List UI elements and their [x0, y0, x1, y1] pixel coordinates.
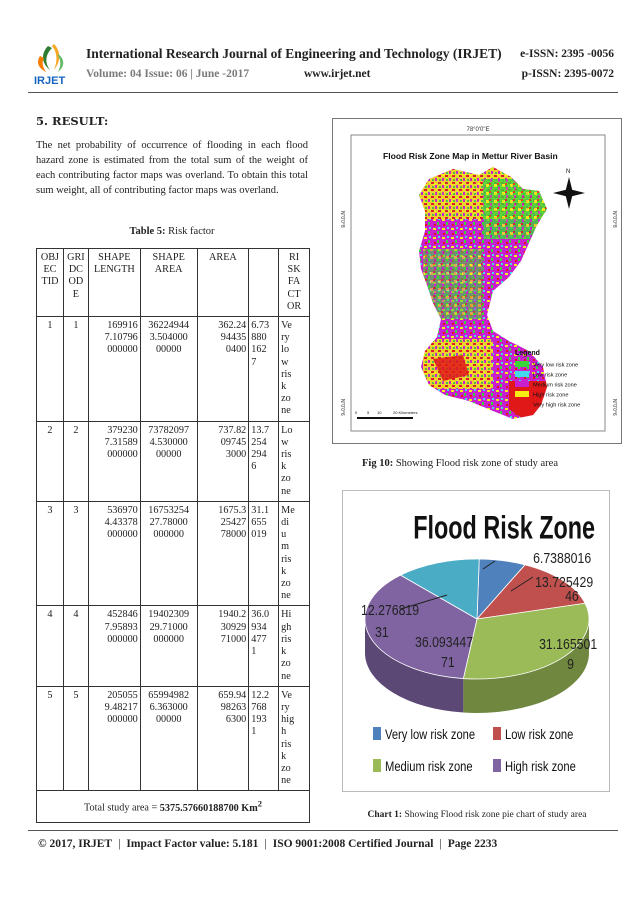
table-cell: 31.1 655 019	[249, 501, 279, 606]
table-cell: 3	[37, 501, 64, 606]
table-cell: Ve ry lo w ris k zo ne	[279, 317, 310, 422]
table-cell: 19402309 29.71000 000000	[140, 606, 197, 686]
journal-title: International Research Journal of Engineering and Technology (IRJET)	[86, 46, 502, 61]
pie-legend-swatch	[373, 759, 381, 772]
svg-text:5: 5	[367, 410, 370, 415]
pie-data-label: 9	[567, 655, 574, 673]
table-cell: 1940.2 30929 71000	[197, 606, 249, 686]
table-header-cell: SHAPE LENGTH	[88, 249, 140, 317]
page-header	[28, 42, 618, 90]
risk-factor-table	[36, 248, 310, 823]
pissn: p-ISSN: 2395-0072	[521, 68, 614, 80]
map-scale-bar	[355, 410, 417, 419]
pie-data-label: 31.165501	[539, 635, 598, 653]
footer-copyright: © 2017, IRJET	[38, 838, 113, 850]
map-left-bottom-coord: N"0'0°6	[339, 399, 345, 416]
map-legend-title: Legend	[515, 350, 540, 357]
map-legend-swatch	[515, 371, 529, 377]
table-cell: 1	[37, 317, 64, 422]
table-cell: 5	[37, 686, 64, 791]
map-right-bottom-coord: N"0'0°6	[611, 399, 617, 416]
table-cell: 36.0 934 477 1	[249, 606, 279, 686]
table-cell: 737.82 09745 3000	[197, 421, 249, 501]
table-cell: 1	[63, 317, 88, 422]
map-legend-swatch	[515, 391, 529, 397]
eissn: e-ISSN: 2395 -0056	[520, 48, 614, 60]
north-arrow-icon	[553, 169, 585, 209]
pie-legend-label: Low risk zone	[505, 726, 574, 743]
table-cell: 379230 7.31589 000000	[88, 421, 140, 501]
pie-legend-label: Medium risk zone	[385, 758, 473, 775]
volume-issue: Volume: 04 Issue: 06 | June -2017	[86, 68, 250, 80]
table-cell: Lo w ris k zo ne	[279, 421, 310, 501]
map-legend-label: Very low risk zone	[533, 362, 579, 369]
table-cell: 4	[63, 606, 88, 686]
table-caption	[36, 226, 308, 237]
table-cell: 452846 7.95893 000000	[88, 606, 140, 686]
section-title: 5. RESULT:	[36, 114, 109, 128]
chart-caption	[332, 810, 622, 820]
total-area-value: 5375.57660188700 Km$^2$	[159, 798, 262, 814]
table-cell: 362.24 94435 0400	[197, 317, 249, 422]
pie-data-label: 31	[375, 623, 389, 641]
total-prefix: Total study area =	[84, 802, 160, 814]
result-paragraph: The net probability of occurrence of flooding in each flood hazard zone is estimated from the total sum of the weight of each contributing factor maps was overland. To obtain this total sum weight, all of contributing factor maps was overland.	[36, 140, 308, 196]
table-caption-text: Risk factor	[165, 226, 215, 237]
table-row	[37, 501, 310, 606]
map-legend-label: Medium risk zone	[533, 382, 577, 389]
map-legend-label: Low risk zone	[533, 372, 568, 379]
map-legend-swatch	[515, 361, 529, 367]
pie-data-label: 13.725429	[535, 573, 594, 591]
footer-page: Page 2233	[447, 838, 498, 850]
irjet-logo	[28, 42, 78, 86]
pie-data-label: 36.093447	[415, 633, 474, 651]
table-cell: 73782097 4.530000 00000	[140, 421, 197, 501]
website: www.irjet.net	[304, 68, 371, 80]
table-cell: 1675.3 25427 78000	[197, 501, 249, 606]
north-label: N	[566, 169, 571, 175]
chart-caption-label: Chart 1:	[367, 810, 403, 820]
table-cell: 13.7 254 294 6	[249, 421, 279, 501]
svg-text:0: 0	[355, 410, 358, 415]
table-cell: 205055 9.48217 000000	[88, 686, 140, 791]
pie-legend-label: High risk zone	[505, 758, 576, 775]
svg-text:IRJET: IRJET	[34, 75, 66, 86]
table-cell: 16753254 27.78000 000000	[140, 501, 197, 606]
table-cell: 536970 4.43378 000000	[88, 501, 140, 606]
map-caption-text: Showing Flood risk zone of study area	[393, 458, 558, 469]
footer-impact: Impact Factor value: 5.181	[126, 838, 259, 850]
table-caption-label: Table 5:	[129, 226, 166, 237]
flood-risk-map	[332, 118, 622, 444]
table-cell: 2	[37, 421, 64, 501]
table-row	[37, 421, 310, 501]
pie-data-label: 6.7388016	[533, 549, 592, 567]
table-cell: 5	[63, 686, 88, 791]
table-header-row	[37, 249, 310, 317]
header-rule	[28, 92, 618, 93]
pie-legend-swatch	[493, 727, 501, 740]
map-legend-label: Very high risk zone	[533, 402, 581, 409]
footer-iso: ISO 9001:2008 Certified Journal	[272, 838, 434, 850]
river-basin-shape	[413, 159, 563, 429]
map-top-coord: 78°0'0"E	[466, 127, 490, 133]
pie-legend-label: Very low risk zone	[385, 726, 476, 743]
table-cell: 65994982 6.363000 00000	[140, 686, 197, 791]
pie-data-label: 46	[565, 587, 579, 605]
map-caption	[362, 458, 558, 469]
map-legend-swatch	[515, 381, 529, 387]
svg-text:10: 10	[377, 410, 382, 415]
table-header-cell	[249, 249, 279, 317]
table-cell: 4	[37, 606, 64, 686]
table-cell: Ve ry hig h ris k zo ne	[279, 686, 310, 791]
svg-text:20 Kilometers: 20 Kilometers	[393, 410, 418, 415]
map-legend-swatch	[515, 401, 529, 407]
table-cell: 12.2 768 193 1	[249, 686, 279, 791]
table-header-cell: OBJ EC TID	[37, 249, 64, 317]
table-cell: Hi gh ris k zo ne	[279, 606, 310, 686]
table-header-cell: SHAPE AREA	[140, 249, 197, 317]
map-right-top-coord: N"0'0°8	[611, 211, 617, 228]
chart-title: Flood Risk Zone	[413, 508, 596, 546]
table-row	[37, 317, 310, 422]
table-row	[37, 686, 310, 791]
table-header-cell: AREA	[197, 249, 249, 317]
pie-legend-swatch	[373, 727, 381, 740]
map-left-top-coord: N"0'0°8	[339, 211, 345, 228]
table-cell: 3	[63, 501, 88, 606]
table-header-cell: GRI DC OD E	[63, 249, 88, 317]
map-legend-label: High risk zone	[533, 392, 569, 399]
pie-chart	[342, 490, 610, 792]
map-title: Flood Risk Zone Map in Mettur River Basin	[383, 151, 558, 161]
table-cell: 169916 7.10796 000000	[88, 317, 140, 422]
table-total-row	[37, 791, 310, 823]
pie-legend-swatch	[493, 759, 501, 772]
table-cell: 2	[63, 421, 88, 501]
pie-data-label: 12.276819	[361, 601, 420, 619]
pie-data-label: 71	[441, 653, 455, 671]
table-header-cell: RI SK FA CT OR	[279, 249, 310, 317]
footer-rule	[28, 830, 618, 831]
table-row	[37, 606, 310, 686]
table-cell: 659.94 98263 6300	[197, 686, 249, 791]
table-cell: Me di u m ris k zo ne	[279, 501, 310, 606]
page-footer: © 2017, IRJET | Impact Factor value: 5.181 | ISO 9001:2008 Certified Journal | Page 2233	[38, 838, 498, 850]
map-caption-label: Fig 10:	[362, 458, 394, 469]
table-cell: 6.73 880 162 7	[249, 317, 279, 422]
table-cell: 36224944 3.504000 00000	[140, 317, 197, 422]
chart-caption-text: Showing Flood risk zone pie chart of study area	[402, 810, 587, 820]
pie-legend	[373, 727, 576, 774]
